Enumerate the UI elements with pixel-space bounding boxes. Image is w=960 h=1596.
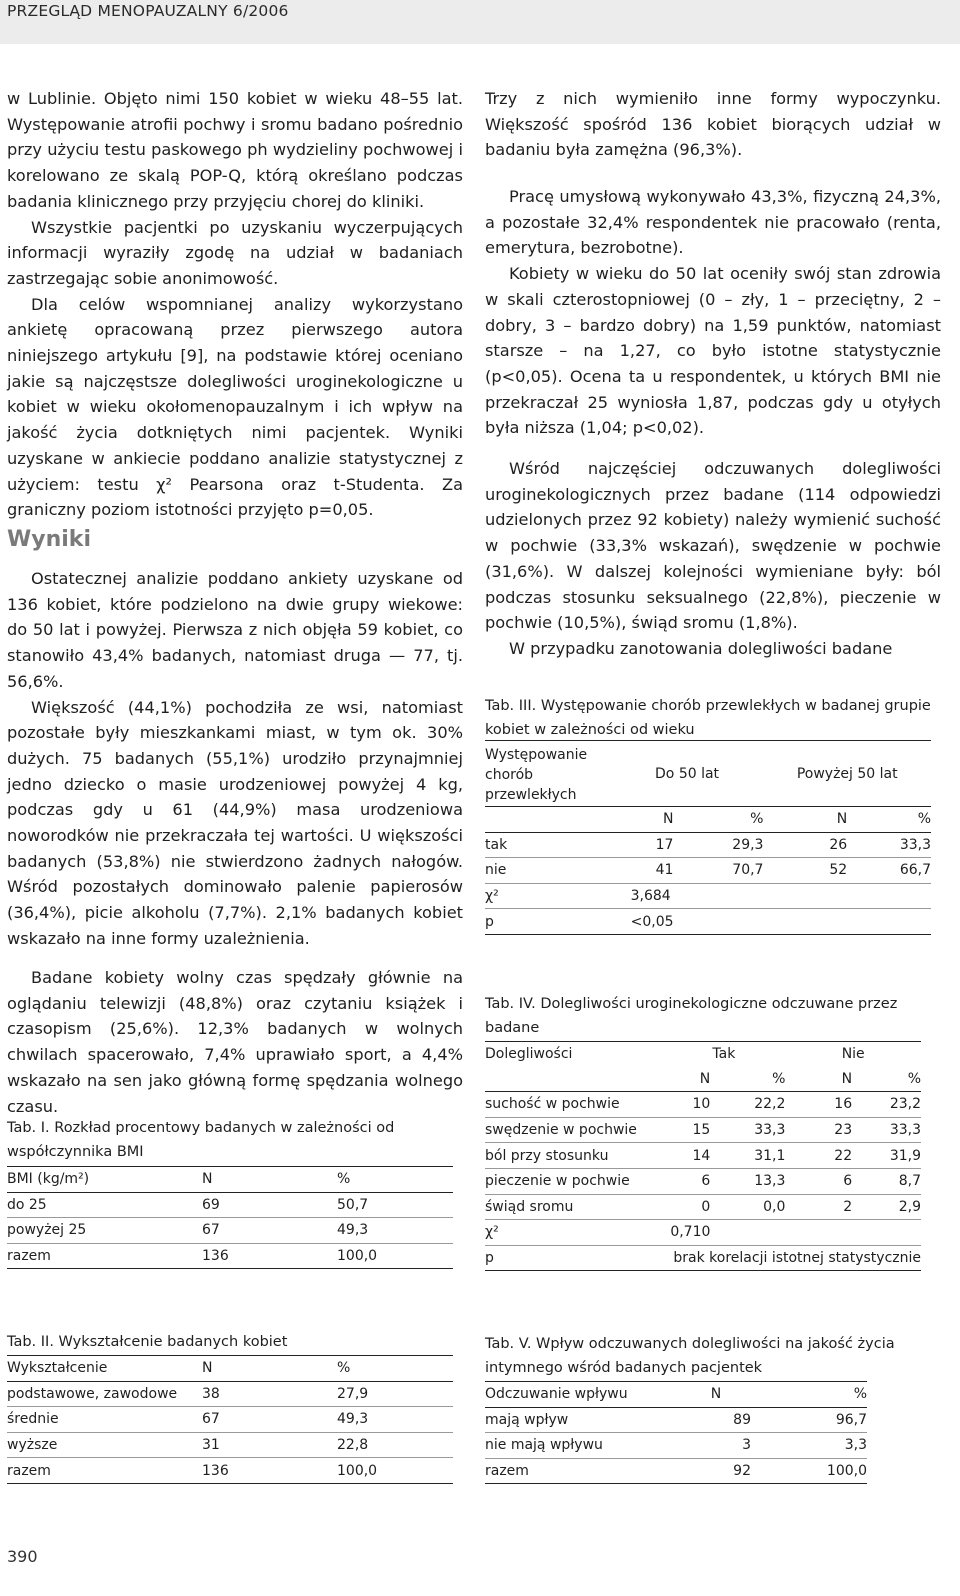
cell: 15: [662, 1117, 710, 1143]
cell: 6: [785, 1168, 852, 1194]
cell: razem: [7, 1458, 202, 1484]
cell: 92: [681, 1458, 751, 1484]
cell: 22,2: [710, 1092, 785, 1118]
paragraph: Badane kobiety wolny czas spędzały głównie na oglądaniu telewizji (48,8%) oraz czytaniu książek i czasopism (25,6%). 12,3% badanych w wolnych chwilach spacerowało, 7,4% uprawiało sport, a 4,4% wskazało na sen jako główną formę spędzania wolnego czasu.: [7, 968, 463, 1116]
cell: średnie: [7, 1407, 202, 1433]
cell: 8,7: [852, 1168, 921, 1194]
cell: 0: [662, 1194, 710, 1220]
table-row: [485, 1433, 867, 1459]
table-row: [485, 1143, 921, 1169]
cell: mają wpływ: [485, 1407, 681, 1433]
column-header: Odczuwanie wpływu: [485, 1382, 681, 1408]
table-row: [485, 1168, 921, 1194]
left-column-results: [7, 566, 463, 952]
page-header: [0, 0, 960, 44]
column-header: %: [751, 1382, 867, 1408]
column-header: %: [337, 1356, 453, 1382]
cell: 33,3: [710, 1117, 785, 1143]
column-header: N: [202, 1167, 337, 1193]
paragraph: Wśród najczęściej odczuwanych dolegliwości uroginekologicznych przez badane (114 odpowiedzi udzielonych przez 92 kobiety) należy wymienić suchość w pochwie (33,3% wskazań), swędzenie w pochwie (31,6%). W dalszej kolejności wymieniane były: ból podczas stosunku seksualnego (22,8%), pieczenie w pochwie (10,5%), świąd sromu (1,8%).: [485, 459, 941, 633]
cell: 3: [681, 1433, 751, 1459]
cell: 33,3: [852, 1117, 921, 1143]
journal-title: PRZEGLĄD MENOPAUZALNY 6/2006: [7, 2, 289, 20]
table-row: [485, 858, 931, 884]
caption-text: Występowanie chorób przewlekłych w badanej grupie kobiet w zależności od wieku: [485, 698, 931, 738]
table-row: [485, 1194, 921, 1220]
caption-text: Dolegliwości uroginekologiczne odczuwane przez badane: [485, 996, 898, 1036]
table-label: Tab. III.: [485, 698, 537, 714]
cell: 27,9: [337, 1381, 453, 1407]
paragraph: Większość (44,1%) pochodziła ze wsi, natomiast pozostałe były mieszkankami miast, w tym ok. 30% dużych. 75 badanych (55,1%) urodziło przynajmniej jedno dziecko o masie urodzeniowej powyżej 4 kg, podczas gdy u 61 (44,9%) masa urodzeniowa noworodków nie przekraczała tej wartości. U większości badanych (53,8%) nie stwierdzono żadnych nałogów. Wśród pozostałych dominowało palenie papierosów (36,4%), picie alkoholu (7,7%). 2,1% badanych kobiet wskazało na inne formy uzależnienia.: [7, 697, 463, 948]
cell: 23,2: [852, 1092, 921, 1118]
column-header: N: [662, 1067, 710, 1092]
column-header: N: [681, 1382, 751, 1408]
table-row: [7, 1218, 453, 1244]
paragraph: W przypadku zanotowania dolegliwości badane: [509, 638, 893, 658]
cell: 22: [785, 1143, 852, 1169]
column-header: %: [847, 807, 931, 833]
cell: 96,7: [751, 1407, 867, 1433]
cell: pieczenie w pochwie: [485, 1168, 662, 1194]
table-row: [7, 1381, 453, 1407]
table-row: [7, 1243, 453, 1269]
table-label: Tab. V.: [485, 1336, 532, 1352]
cell: 29,3: [673, 832, 763, 858]
cell: χ²: [485, 1220, 662, 1246]
cell: 17: [611, 832, 674, 858]
cell: 23: [785, 1117, 852, 1143]
cell: razem: [7, 1243, 202, 1269]
table-row: [485, 909, 931, 935]
table-label: Tab. IV.: [485, 996, 536, 1012]
cell: p: [485, 1245, 662, 1271]
table-caption: [485, 992, 941, 1040]
cell: wyższe: [7, 1432, 202, 1458]
table-bmi: [7, 1166, 453, 1269]
cell: 100,0: [337, 1243, 453, 1269]
table-row: [485, 883, 931, 909]
column-header: N: [785, 1067, 852, 1092]
cell: 33,3: [847, 832, 931, 858]
column-header: Występowanie chorób przewlekłych: [485, 741, 611, 807]
cell: nie mają wpływu: [485, 1433, 681, 1459]
table-row: [7, 1458, 453, 1484]
table-caption: [485, 694, 941, 742]
cell: powyżej 25: [7, 1218, 202, 1244]
cell: świąd sromu: [485, 1194, 662, 1220]
cell: <0,05: [611, 909, 931, 935]
table-education: [7, 1355, 453, 1484]
table-row: [485, 1117, 921, 1143]
cell: 66,7: [847, 858, 931, 884]
caption-text: Wykształcenie badanych kobiet: [58, 1334, 288, 1350]
column-header: %: [673, 807, 763, 833]
table-label: Tab. I.: [7, 1120, 50, 1136]
column-header: Dolegliwości: [485, 1042, 662, 1067]
cell: 2,9: [852, 1194, 921, 1220]
cell: 3,684: [611, 883, 931, 909]
cell: 31,1: [710, 1143, 785, 1169]
table-row: [485, 1220, 921, 1246]
cell: 67: [202, 1218, 337, 1244]
column-header: Do 50 lat: [611, 741, 764, 807]
cell: 31,9: [852, 1143, 921, 1169]
table-chronic-diseases: [485, 740, 931, 935]
cell: 6: [662, 1168, 710, 1194]
cell: ból przy stosunku: [485, 1143, 662, 1169]
table-row: [7, 1432, 453, 1458]
table-caption: [485, 1332, 941, 1380]
cell: suchość w pochwie: [485, 1092, 662, 1118]
table-caption: [7, 1330, 463, 1354]
cell: podstawowe, zawodowe: [7, 1381, 202, 1407]
cell: 69: [202, 1192, 337, 1218]
right-column-top: [485, 86, 941, 163]
cell: 10: [662, 1092, 710, 1118]
cell: brak korelacji istotnej statystycznie: [662, 1245, 921, 1271]
cell: 52: [763, 858, 847, 884]
cell: 136: [202, 1243, 337, 1269]
paragraph: Wszystkie pacjentki po uzyskaniu wyczerpujących informacji wyraziły zgodę na udział w badaniach zastrzegając sobie anonimowość.: [7, 217, 463, 288]
paragraph: Kobiety w wieku do 50 lat oceniły swój stan zdrowia w skali czterostopniowej (0 – zły, 1 – przeciętny, 2 – dobry, 3 – bardzo dobry) na 1,59 punktów, natomiast starsze – na 1,27, co było istotne statystycznie (p<0,05). Ocena ta u respondentek, u których BMI nie przekraczał 25 wyniosła 1,87, podczas gdy u otyłych była niższa (1,04; p<0,02).: [485, 264, 941, 438]
cell: 3,3: [751, 1433, 867, 1459]
cell: 13,3: [710, 1168, 785, 1194]
right-column-work: [485, 184, 941, 441]
left-column-intro: [7, 86, 463, 523]
cell: 38: [202, 1381, 337, 1407]
cell: 100,0: [337, 1458, 453, 1484]
caption-text: Rozkład procentowy badanych w zależności od współczynnika BMI: [7, 1120, 395, 1160]
table-row: [485, 1092, 921, 1118]
column-header: %: [337, 1167, 453, 1193]
cell: nie: [485, 858, 611, 884]
paragraph: w Lublinie. Objęto nimi 150 kobiet w wieku 48–55 lat. Występowanie atrofii pochwy i sromu badano pośrednio przy użyciu testu paskowego ph wydzieliny pochwowej i korelowano ze skalą POP-Q, którą określano podczas badania klinicznego przy przyjęciu chorej do kliniki.: [7, 89, 463, 211]
column-header: Nie: [785, 1042, 921, 1067]
column-header: BMI (kg/m²): [7, 1167, 202, 1193]
cell: p: [485, 909, 611, 935]
left-column-leisure: [7, 965, 463, 1119]
table-row: [485, 1458, 867, 1484]
cell: 31: [202, 1432, 337, 1458]
cell: 41: [611, 858, 674, 884]
column-header: %: [710, 1067, 785, 1092]
caption-text: Wpływ odczuwanych dolegliwości na jakość życia intymnego wśród badanych pacjentek: [485, 1336, 895, 1376]
cell: 22,8: [337, 1432, 453, 1458]
cell: 49,3: [337, 1407, 453, 1433]
cell: 100,0: [751, 1458, 867, 1484]
cell: 0,0: [710, 1194, 785, 1220]
column-header: N: [611, 807, 674, 833]
column-header: N: [763, 807, 847, 833]
paragraph: Dla celów wspomnianej analizy wykorzystano ankietę opracowaną przez pierwszego autora niniejszego artykułu [9], na podstawie której oceniano jakie są najczęstsze dolegliwości uroginekologiczne u kobiet w wieku okołomenopauzalnym i ich wpływ na jakość życia dotkniętych nimi pacjentek. Wyniki uzyskane w ankiecie poddano analizie statystycznej z użyciem: testu χ² Pearsona oraz t-Studenta. Za graniczny poziom istotności przyjęto p=0,05.: [7, 294, 463, 520]
column-header: N: [202, 1356, 337, 1382]
cell: razem: [485, 1458, 681, 1484]
paragraph: Pracę umysłową wykonywało 43,3%, fizyczną 24,3%, a pozostałe 32,4% respondentek nie pracowało (renta, emerytura, bezrobotne).: [485, 187, 941, 258]
cell: 14: [662, 1143, 710, 1169]
cell: 0,710: [662, 1220, 921, 1246]
cell: swędzenie w pochwie: [485, 1117, 662, 1143]
column-header: Wykształcenie: [7, 1356, 202, 1382]
table-label: Tab. II.: [7, 1334, 54, 1350]
table-row: [485, 832, 931, 858]
table-caption: [7, 1116, 463, 1164]
page-number: 390: [7, 1547, 38, 1566]
column-header: Powyżej 50 lat: [763, 741, 931, 807]
column-header: %: [852, 1067, 921, 1092]
cell: χ²: [485, 883, 611, 909]
cell: 26: [763, 832, 847, 858]
table-row: [7, 1192, 453, 1218]
right-column-complaints: [485, 456, 941, 662]
paragraph: Ostatecznej analizie poddano ankiety uzyskane od 136 kobiet, które podzielono na dwie grupy wiekowe: do 50 lat i powyżej. Pierwsza z nich objęła 59 kobiet, co stanowiło 43,4% badanych, natomiast druga — 77, tj. 56,6%.: [7, 569, 463, 691]
table-row: [485, 1245, 921, 1271]
table-quality-of-life: [485, 1381, 867, 1484]
cell: 67: [202, 1407, 337, 1433]
cell: 89: [681, 1407, 751, 1433]
column-header: Tak: [662, 1042, 785, 1067]
cell: 136: [202, 1458, 337, 1484]
cell: do 25: [7, 1192, 202, 1218]
cell: 16: [785, 1092, 852, 1118]
paragraph: Trzy z nich wymieniło inne formy wypoczynku. Większość spośród 136 kobiet biorących udział w badaniu była zamężna (96,3%).: [485, 89, 941, 160]
section-heading: Wyniki: [7, 527, 91, 552]
table-row: [485, 1407, 867, 1433]
table-row: [7, 1407, 453, 1433]
cell: 50,7: [337, 1192, 453, 1218]
cell: 70,7: [673, 858, 763, 884]
cell: 2: [785, 1194, 852, 1220]
cell: tak: [485, 832, 611, 858]
table-complaints: [485, 1041, 921, 1271]
cell: 49,3: [337, 1218, 453, 1244]
